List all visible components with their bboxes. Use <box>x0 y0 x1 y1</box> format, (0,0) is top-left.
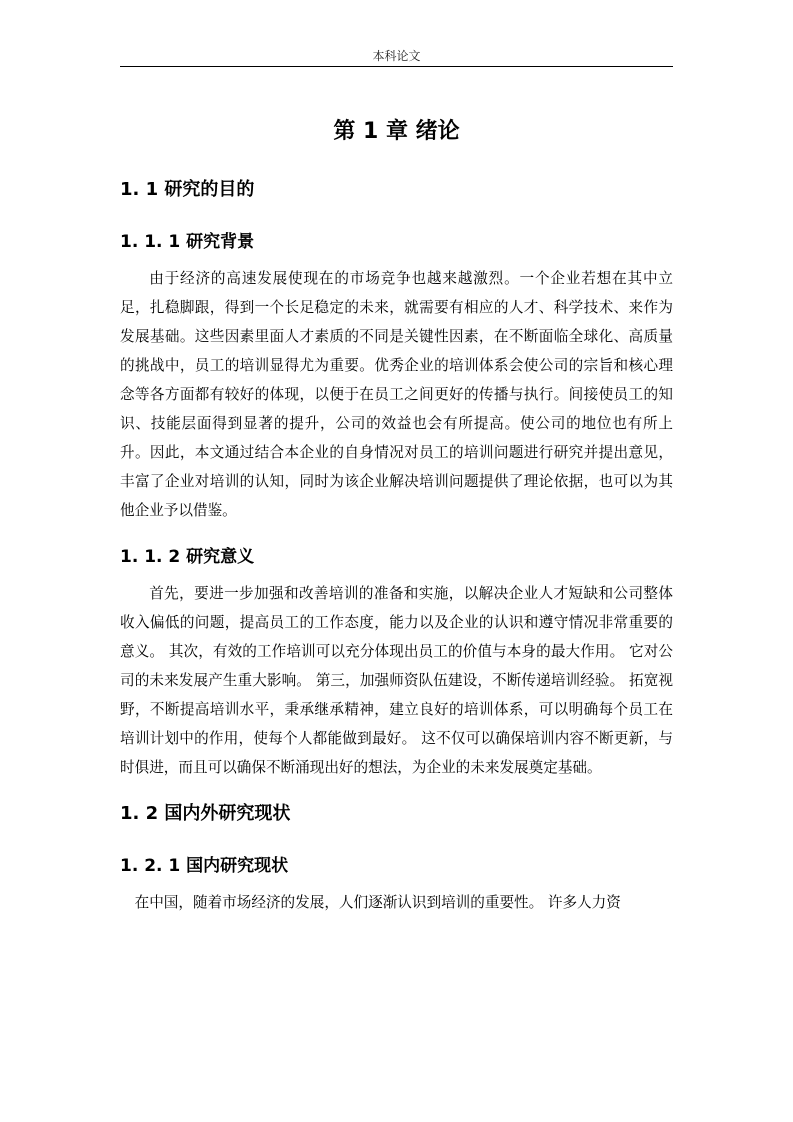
chapter-title: 第 1 章 绪论 <box>333 119 460 144</box>
section-heading-1-1: 1. 1 研究的目的 <box>120 179 255 200</box>
section-heading-1-2: 1. 2 国内外研究现状 <box>120 803 291 824</box>
paragraph-research-background: 由于经济的高速发展使现在的市场竞争也越来越激烈。一个企业若想在其中立足，扎稳脚跟，得到一个长足稳定的未来，就需要有相应的人才、科学技术、来作为发展基础。这些因素里面人才素质的不同是关键性因素，在不断面临全球化、高质量的挑战中，员工的培训显得尤为重要。优秀企业的培训体系会使公司的宗旨和核心理念等各方面都有较好的体现，以便于在员工之间更好的传播与执行。间接使员工的知识、技能层面得到显著的提升，公司的效益也会有所提高。使公司的地位也有所上升。因此，本文通过结合本企业的自身情况对员工的培训问题进行研究并提出意见，丰富了企业对培训的认知，同时为该企业解决培训问题提供了理论依据，也可以为其他企业予以借鉴。 <box>120 270 673 519</box>
paragraph-research-significance: 首先，要进一步加强和改善培训的准备和实施，以解决企业人才短缺和公司整体收入偏低的问题，提高员工的工作态度，能力以及企业的认识和遵守情况非常重要的意义。 其次，有效的工作培训可以充分体现出员工的价值与本身的最大作用。 它对公司的未来发展产生重大影响。 第三，加强师资队伍建设，不断传递培训经验。 拓宽视野，不断提高培训水平，秉承继承精神，建立良好的培训体系，可以明确每个员工在培训计划中的作用，使每个人都能做到最好。 这不仅可以确保培训内容不断更新，与时俱进，而且可以确保不断涌现出好的想法，为企业的未来发展奠定基础。 <box>120 585 673 776</box>
subsection-heading-1-1-2: 1. 1. 2 研究意义 <box>120 547 255 567</box>
running-header: 本科论文 <box>372 49 421 63</box>
subsection-heading-1-1-1: 1. 1. 1 研究背景 <box>120 232 255 252</box>
subsection-heading-1-2-1: 1. 2. 1 国内研究现状 <box>120 856 289 876</box>
page-content <box>120 110 673 935</box>
header-rule <box>120 66 673 67</box>
paragraph-domestic-status: 在中国，随着市场经济的发展，人们逐渐认识到培训的重要性。 许多人力资 <box>134 894 621 911</box>
